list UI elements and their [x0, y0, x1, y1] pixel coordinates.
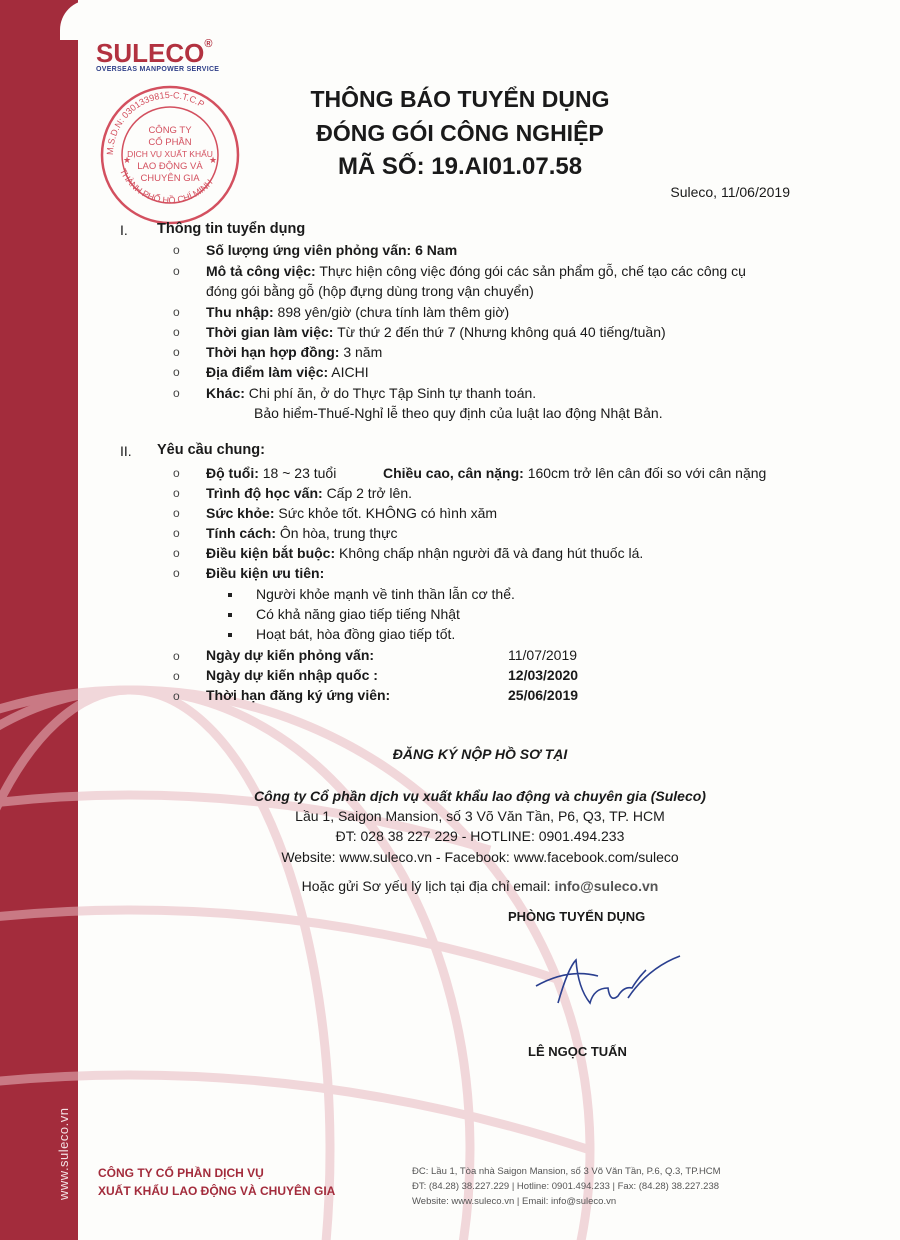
title-line-2: ĐÓNG GÓI CÔNG NGHIỆP: [316, 120, 604, 146]
register-email-line: [200, 878, 760, 894]
info-value: AICHI: [331, 364, 369, 380]
date-label: Thời hạn đăng ký ứng viên:: [206, 687, 391, 703]
info-row: [206, 240, 457, 260]
footer-contact: ĐT: (84.28) 38.227.229 | Hotline: 0901.494.233 | Fax: (84.28) 38.227.238: [412, 1181, 720, 1192]
requirement-row: [206, 523, 397, 543]
info-label: Địa điểm làm việc:: [206, 364, 329, 380]
date-value: 25/06/2019: [508, 687, 579, 703]
section-2-heading: Yêu cầu chung:: [157, 442, 265, 458]
info-label: Thu nhập:: [206, 304, 274, 320]
req-label: Trình độ học vấn:: [206, 485, 323, 501]
footer-company-line-2: XUẤT KHẨU LAO ĐỘNG VÀ CHUYÊN GIA: [98, 1184, 336, 1198]
circle-bullet-icon: o: [173, 264, 180, 278]
priority-item: Người khỏe mạnh về tinh thần lẫn cơ thể.: [256, 586, 515, 602]
info-label: Khác:: [206, 385, 245, 401]
date-row: [206, 685, 390, 705]
info-row: [206, 302, 509, 322]
circle-bullet-icon: o: [173, 689, 180, 703]
requirement-row: [206, 463, 336, 483]
circle-bullet-icon: o: [173, 305, 180, 319]
stamp-ring-top: M.S.D.N: 0301339815-C.T.C.P: [104, 89, 207, 156]
circle-bullet-icon: o: [173, 466, 180, 480]
signoff-dept: PHÒNG TUYỂN DỤNG: [508, 909, 646, 924]
sidebar-band: [0, 0, 78, 1240]
requirement-row: [206, 563, 324, 583]
circle-bullet-icon: o: [173, 365, 180, 379]
title-line-3: MÃ SỐ: 19.AI01.07.58: [337, 153, 583, 180]
logo-brand-text: SULECO: [96, 38, 205, 68]
footer-web[interactable]: Website: www.suleco.vn | Email: info@suleco.vn: [412, 1196, 617, 1207]
circle-bullet-icon: o: [173, 345, 180, 359]
square-bullet-icon: [228, 593, 232, 597]
req-value: 18 ~ 23 tuổi: [262, 465, 337, 481]
circle-bullet-icon: o: [173, 649, 180, 663]
info-label: Thời gian làm việc:: [206, 324, 334, 340]
requirement-row: [206, 483, 412, 503]
requirement-row: [206, 543, 643, 563]
circle-bullet-icon: o: [173, 546, 180, 560]
logo-tagline: OVERSEAS MANPOWER SERVICE: [96, 66, 220, 73]
date-value: 11/07/2019: [508, 647, 578, 663]
info-row: [206, 261, 746, 281]
circle-bullet-icon: o: [173, 669, 180, 683]
title-line-1: THÔNG BÁO TUYỂN DỤNG: [310, 86, 610, 112]
info-row: [206, 322, 666, 342]
req-value: Không chấp nhận người đã và đang hút thuốc lá.: [339, 545, 644, 561]
section-1-heading: Thông tin tuyển dụng: [157, 221, 306, 237]
circle-bullet-icon: o: [173, 566, 180, 580]
stamp-line: CỔ PHẦN: [148, 137, 192, 148]
register-web: Website: www.suleco.vn - Facebook: www.facebook.com/suleco: [281, 849, 679, 865]
register-phone: ĐT: 028 38 227 229 - HOTLINE: 0901.494.233: [335, 828, 625, 844]
req-value: Ôn hòa, trung thực: [279, 525, 398, 541]
stamp-star-icon: ★: [123, 155, 132, 165]
stamp-star-icon: ★: [209, 155, 218, 165]
info-value: Thực hiện công việc đóng gói các sản phẩm gỗ, chế tạo các công cụ: [319, 263, 746, 279]
register-email[interactable]: info@suleco.vn: [554, 878, 659, 894]
info-label: Mô tả công việc:: [206, 263, 316, 279]
section-1-number: I.: [120, 222, 128, 238]
circle-bullet-icon: o: [173, 386, 180, 400]
date-row: [206, 665, 378, 685]
sidebar-url: www.suleco.vn: [56, 1107, 71, 1200]
circle-bullet-icon: o: [173, 486, 180, 500]
req-label: Độ tuổi:: [206, 465, 259, 481]
info-row: [206, 383, 536, 403]
logo: [96, 38, 219, 73]
logo-reg-mark: ®: [204, 38, 213, 50]
info-value: 6 Nam: [415, 242, 458, 258]
stamp-line: CÔNG TY: [148, 125, 192, 136]
circle-bullet-icon: o: [173, 325, 180, 339]
square-bullet-icon: [228, 633, 232, 637]
stamp-ring-bottom: THÀNH PHỐ HỒ CHÍ MINH: [117, 166, 215, 206]
footer-address: ĐC: Lầu 1, Tòa nhà Saigon Mansion, số 3 Võ Văn Tần, P.6, Q.3, TP.HCM: [412, 1166, 721, 1177]
logo-brand: [96, 38, 219, 69]
register-heading: ĐĂNG KÝ NỘP HỒ SƠ TẠI: [392, 746, 568, 762]
requirement-row: [383, 463, 766, 483]
priority-item: Hoạt bát, hòa đồng giao tiếp tốt.: [256, 626, 456, 642]
square-bullet-icon: [228, 613, 232, 617]
section-2-number: II.: [120, 443, 132, 459]
info-row-continuation: Bảo hiểm-Thuế-Nghỉ lễ theo quy định của luật lao động Nhật Bản.: [254, 405, 663, 421]
info-row-continuation: đóng gói bằng gỗ (hộp đựng dùng trong vận chuyển): [206, 283, 534, 299]
date-value: 12/03/2020: [508, 667, 579, 683]
priority-item: Có khả năng giao tiếp tiếng Nhật: [256, 606, 460, 622]
date-label: Ngày dự kiến nhập quốc :: [206, 667, 378, 683]
req-value: 160cm trở lên cân đối so với cân nặng: [527, 465, 767, 481]
signoff-name: LÊ NGỌC TUẤN: [528, 1044, 627, 1059]
register-address: Lầu 1, Saigon Mansion, số 3 Võ Văn Tần, P6, Q3, TP. HCM: [295, 808, 665, 824]
req-label: Điều kiện ưu tiên:: [206, 565, 325, 581]
requirement-row: [206, 503, 497, 523]
date-label: Ngày dự kiến phỏng vấn:: [206, 647, 375, 663]
info-row: [206, 342, 382, 362]
info-value: Chi phí ăn, ở do Thực Tập Sinh tự thanh toán.: [248, 385, 537, 401]
company-stamp: [95, 75, 245, 225]
register-company: Công ty Cổ phần dịch vụ xuất khẩu lao động và chuyên gia (Suleco): [254, 788, 706, 804]
stamp-line: DỊCH VỤ XUẤT KHẨU: [127, 149, 213, 159]
info-value: 3 năm: [343, 344, 383, 360]
date-row: [206, 645, 374, 665]
info-label: Số lượng ứng viên phỏng vấn:: [206, 242, 412, 258]
circle-bullet-icon: o: [173, 506, 180, 520]
signature-icon: [528, 948, 688, 1028]
info-value: 898 yên/giờ (chưa tính làm thêm giờ): [277, 304, 510, 320]
info-value: Từ thứ 2 đến thứ 7 (Nhưng không quá 40 tiếng/tuần): [337, 324, 666, 340]
stamp-line: CHUYÊN GIA: [140, 173, 200, 184]
req-value: Cấp 2 trở lên.: [326, 485, 413, 501]
req-value: Sức khỏe tốt. KHÔNG có hình xăm: [278, 505, 498, 521]
circle-bullet-icon: o: [173, 526, 180, 540]
req-label: Tính cách:: [206, 525, 277, 541]
footer-company-line-1: CÔNG TY CỔ PHẦN DỊCH VỤ: [98, 1166, 264, 1180]
document-title: [250, 82, 670, 184]
stamp-line: LAO ĐỘNG VÀ: [137, 161, 203, 172]
req-label: Điều kiện bắt buộc:: [206, 545, 336, 561]
info-label: Thời hạn hợp đồng:: [206, 344, 340, 360]
req-label: Chiều cao, cân nặng:: [383, 465, 524, 481]
register-email-prefix: Hoặc gửi Sơ yếu lý lịch tại địa chỉ email:: [301, 878, 551, 894]
info-row: [206, 362, 369, 382]
document-date: Suleco, 11/06/2019: [670, 184, 790, 200]
circle-bullet-icon: o: [173, 243, 180, 257]
req-label: Sức khỏe:: [206, 505, 275, 521]
